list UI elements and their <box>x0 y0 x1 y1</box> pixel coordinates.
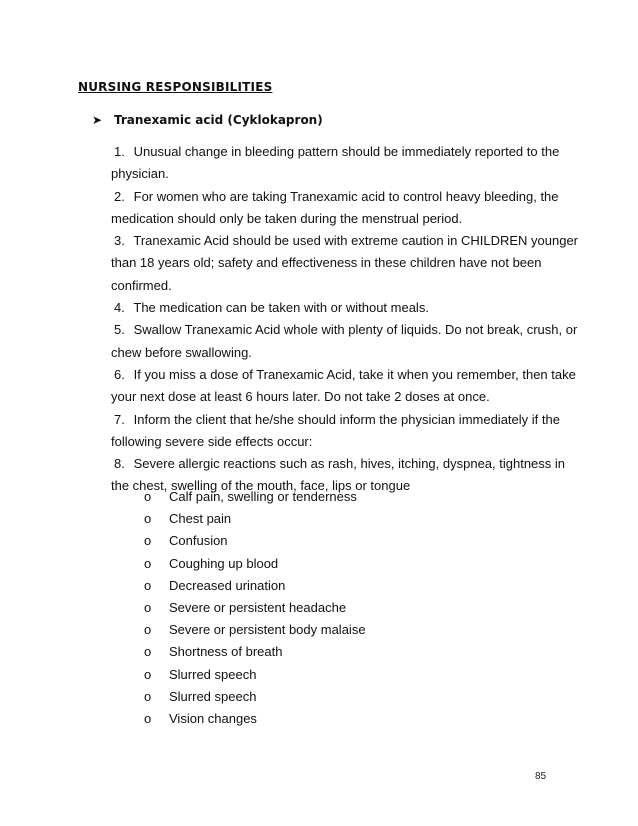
section-heading: NURSING RESPONSIBILITIES <box>78 80 273 94</box>
side-effects-list <box>144 486 366 730</box>
list-item: 5. Swallow Tranexamic Acid whole with plenty of liquids. Do not break, crush, or chew before swallowing. <box>111 322 578 360</box>
page-number: 85 <box>535 771 547 782</box>
side-effect-item: o Decreased urination <box>144 577 286 593</box>
arrow-bullet-icon: ➤ <box>92 113 103 127</box>
list-item: 2. For women who are taking Tranexamic acid to control heavy bleeding, the medication should only be taken during the menstrual period. <box>111 188 559 226</box>
list-item: 7. Inform the client that he/she should inform the physician immediately if the following severe side effects occur: <box>111 411 560 449</box>
list-item: 4. The medication can be taken with or without meals. <box>114 300 429 316</box>
side-effect-item: o Confusion <box>144 533 228 549</box>
side-effect-item: o Slurred speech <box>144 688 257 704</box>
list-item: 3. Tranexamic Acid should be used with extreme caution in CHILDREN younger than 18 years old; safety and effectiveness in these children have not been confirmed. <box>111 233 579 293</box>
responsibility-list <box>111 141 581 498</box>
side-effect-item: o Severe or persistent body malaise <box>144 622 366 638</box>
side-effect-item: o Shortness of breath <box>144 644 283 660</box>
side-effect-item: o Calf pain, swelling or tenderness <box>144 489 357 504</box>
list-item: 1. Unusual change in bleeding pattern should be immediately reported to the physician. <box>111 144 560 182</box>
list-item: 8. Severe allergic reactions such as rash, hives, itching, dyspnea, tightness in the chest, swelling of the mouth, face, lips or tongue <box>111 456 566 494</box>
list-item: 6. If you miss a dose of Tranexamic Acid, take it when you remember, then take your next dose at least 6 hours later. Do not take 2 doses at once. <box>111 366 576 405</box>
side-effect-item: o Chest pain <box>144 511 232 527</box>
side-effect-item: o Severe or persistent headache <box>144 599 347 615</box>
side-effect-item: o Slurred speech <box>144 666 257 682</box>
drug-title: Tranexamic acid (Cyklokapron) <box>114 113 323 127</box>
drug-title-line <box>92 113 323 127</box>
side-effect-item: o Vision changes <box>144 710 257 726</box>
side-effect-item: o Coughing up blood <box>144 555 279 571</box>
